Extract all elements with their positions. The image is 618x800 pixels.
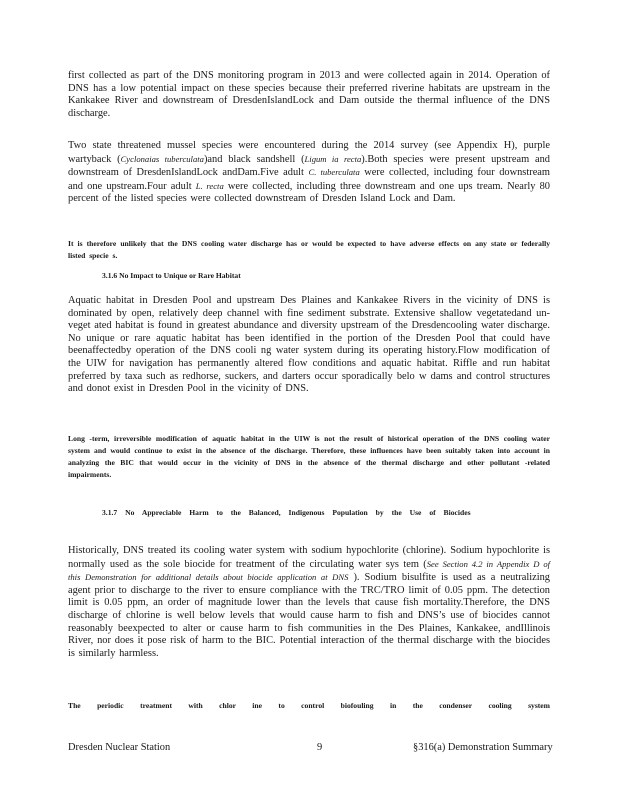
text-run: )and black sandshell ( <box>203 153 305 165</box>
paragraph-aquatic-habitat: Aquatic habitat in Dresden Pool and upstream Des Plaines and Kankakee Rivers in the vicinity of DNS is dominated by open, relatively deep channel with fine sediment substrate. Extensive shallow vegetatedand un- veget ated habitat is found in greatest abundance and diversity upstream of the Dresdencooling water discharge. No unique or rare aquatic habitat has been identified in the portion of the Dresden Pool that could have beenaffectedby operation of the DNS cooli ng water system during its operating history.Flow modification of the UIW for navigation has permanently altered flow conditions and aquatic habitat. Riffle and run habitat preferred by taxa such as redhorse, suckers, and darters occur sporadically belo w dams and control structures and donot exist in Dresden Pool in the vicinity of DNS. <box>68 295 550 395</box>
footer-section-title: §316(a) Demonstration Summary <box>413 742 553 753</box>
species-name: L. recta <box>195 180 224 191</box>
conclusion-listed-species: It is therefore unlikely that the DNS cooling water discharge has or would be expected to have adverse effects on any state or federally listed specie s. <box>68 239 550 260</box>
species-name: Ligum ia recta <box>304 153 362 164</box>
section-heading-3-1-6: 3.1.6 No Impact to Unique or Rare Habitat <box>102 271 241 280</box>
footer-page-number: 9 <box>317 742 323 753</box>
text-run: were collected, including three downstream and one ups tream. Nearly 80 percent of the listed species were collected downstream of Dresden Island Lock and Dam. <box>68 180 550 205</box>
footer-document-title: Dresden Nuclear Station <box>68 742 171 753</box>
text-run: ). Sodium bisulfite is used as a neutralizing agent prior to discharge to the river to ensure compliance with the TRC/TRO limit of 0.05 ppm. The detection limit is 0.05 ppm, an order of magnitude lower than the levels that cause fish mortality.Therefore, the DNS discharge of chlorine is well below levels that would cause harm to fish and DNS’s use of biocides cannot reasonably beexpected to alter or cause harm to fish communities in the Des Plaines, Kankakee, andIllinois River, nor does it pose risk of harm to the BIC. Potential interaction of the thermal discharge with the biocides is similarly harmless. <box>68 572 550 659</box>
section-heading-3-1-7: 3.1.7 No Appreciable Harm to the Balanced, Indigenous Population by the Use of Biocides <box>102 508 471 517</box>
paragraph-periodic-treatment: The periodic treatment with chlor ine to control biofouling in the condenser cooling system <box>68 701 550 710</box>
paragraph-mussel-species <box>68 140 550 206</box>
text-run: Historically, DNS treated its cooling water system with sodium hypochlorite (chlorine). Sodium hypochlorite is normally used as the sole biocide for treatment of the circulating water sys tem ( <box>68 545 550 570</box>
species-name: Cyclonaias tuberculata <box>120 153 204 164</box>
species-name: C. tuberculata <box>308 167 360 178</box>
text-run: ).Both species were present upstream and downstream of DresdenIslandLock andDam.Five adult <box>68 153 551 179</box>
text-run: Two state threatened mussel species were encountered during the 2014 survey (see Appendix H), purple wartyback ( <box>68 140 550 165</box>
conclusion-habitat-modification: Long -term, irreversible modification of aquatic habitat in the UIW is not the result of historical operation of the DNS cooling water system and would continue to exist in the absence of the discharge. Therefore, these influences have been suitably taken into account in analyzing the BIC that would occur in the vicinity of DNS in the absence of the thermal discharge and other pollutant -related impairments. <box>68 434 550 479</box>
text-run: were collected, including four downstream and one upstream.Four adult <box>68 167 550 192</box>
paragraph-biocides <box>68 545 550 660</box>
paragraph-threatened-species-habitat: first collected as part of the DNS monitoring program in 2013 and were collected again in 2014. Operation of DNS has a low potential impact on these species because their preferred riverine habitats are upstream in the Kankakee River and downstream of DresdenIslandLock and Dam outside the thermal influence of the DNS discharge. <box>68 70 550 119</box>
appendix-reference: See Section 4.2 in Appendix D of this Demonstration for additional details about biocide application at DNS <box>68 558 551 583</box>
